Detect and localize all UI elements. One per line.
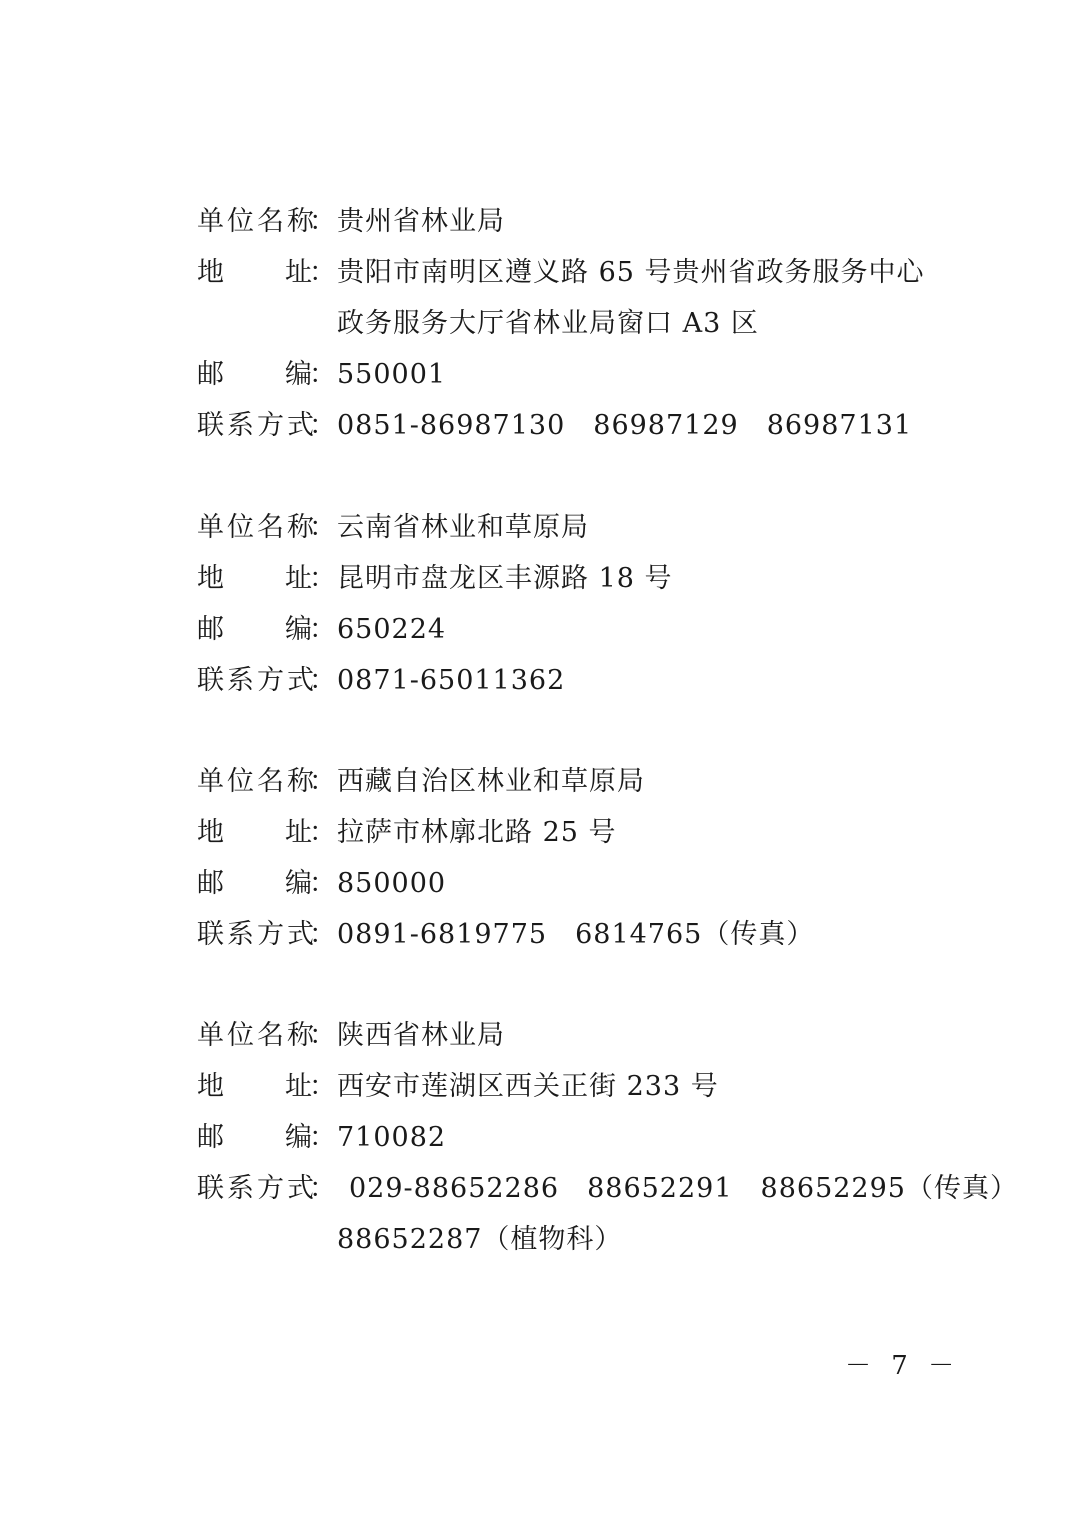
unit-name-value: 贵州省林业局 — [337, 206, 505, 237]
address-label: 地 址 — [197, 1071, 313, 1102]
zip-value: 550001 — [337, 359, 447, 390]
zip-value: 710082 — [337, 1122, 447, 1153]
phone-number: 0871-65011362 — [337, 665, 566, 696]
address-value: 西安市莲湖区西关正街 233 号 — [337, 1071, 719, 1102]
address-continuation: 政务服务大厅省林业局窗口 A3 区 — [337, 308, 759, 339]
colon: ： — [309, 563, 337, 594]
address-label: 地 址 — [197, 563, 313, 594]
colon: ： — [309, 512, 337, 543]
address-row — [197, 247, 997, 298]
phone-number: 86987129 — [593, 410, 739, 441]
address-label: 地 址 — [197, 817, 313, 848]
contact-entry-tibet — [197, 756, 997, 960]
zip-value: 650224 — [337, 614, 447, 645]
contact-row — [197, 909, 997, 960]
colon: ： — [309, 817, 337, 848]
zip-label: 邮 编 — [197, 359, 313, 390]
unit-name-row — [197, 196, 997, 247]
phone-number: 88652291 — [587, 1173, 733, 1204]
zip-value: 850000 — [337, 868, 447, 899]
unit-name-row — [197, 502, 997, 553]
phone-continuation: 88652287（植物科） — [337, 1224, 623, 1255]
unit-name-label: 单位名称 — [197, 766, 317, 797]
colon: ： — [309, 665, 337, 696]
contact-label: 联系方式 — [197, 665, 317, 696]
address-row — [197, 807, 997, 858]
colon: ： — [309, 1122, 337, 1153]
contact-label: 联系方式 — [197, 410, 317, 441]
address-label: 地 址 — [197, 257, 313, 288]
address-value: 贵阳市南明区遵义路 65 号贵州省政务服务中心 — [337, 257, 925, 288]
zip-row — [197, 858, 997, 909]
zip-row — [197, 1112, 997, 1163]
zip-label: 邮 编 — [197, 868, 313, 899]
unit-name-value: 陕西省林业局 — [337, 1020, 505, 1051]
zip-label: 邮 编 — [197, 614, 313, 645]
colon: ： — [309, 257, 337, 288]
phone-list — [349, 1163, 1046, 1214]
page-number: － 7 － — [845, 1351, 961, 1381]
address-row — [197, 553, 997, 604]
contact-entry-yunnan — [197, 502, 997, 706]
fax-number: 6814765（传真） — [575, 919, 815, 950]
unit-name-label: 单位名称 — [197, 512, 317, 543]
address-row — [197, 1061, 997, 1112]
colon: ： — [309, 1071, 337, 1102]
contact-row — [197, 655, 997, 706]
colon: ： — [309, 410, 337, 441]
phone-number: 86987131 — [766, 410, 913, 441]
colon: ： — [309, 919, 337, 950]
colon: ： — [309, 206, 337, 237]
colon: ： — [309, 766, 337, 797]
contact-label: 联系方式 — [197, 919, 317, 950]
colon: ： — [309, 868, 337, 899]
address-value: 拉萨市林廓北路 25 号 — [337, 817, 617, 848]
phone-number: 029-88652286 — [349, 1173, 560, 1204]
zip-row — [197, 604, 997, 655]
colon: ： — [309, 359, 337, 390]
unit-name-value: 西藏自治区林业和草原局 — [337, 766, 645, 797]
contact-entry-shaanxi — [197, 1010, 1018, 1265]
unit-name-label: 单位名称 — [197, 1020, 317, 1051]
contact-entry-guizhou — [197, 196, 997, 451]
phone-list — [337, 655, 593, 706]
fax-number: 88652295（传真） — [760, 1173, 1018, 1204]
unit-name-row — [197, 756, 997, 807]
zip-label: 邮 编 — [197, 1122, 313, 1153]
colon: ： — [309, 1173, 337, 1204]
contact-label: 联系方式 — [197, 1173, 317, 1204]
unit-name-value: 云南省林业和草原局 — [337, 512, 589, 543]
address-value: 昆明市盘龙区丰源路 18 号 — [337, 563, 673, 594]
colon: ： — [309, 1020, 337, 1051]
colon: ： — [309, 614, 337, 645]
unit-name-row — [197, 1010, 997, 1061]
unit-name-label: 单位名称 — [197, 206, 317, 237]
phone-list — [337, 909, 842, 960]
phone-number: 0891-6819775 — [337, 919, 548, 950]
zip-row — [197, 349, 997, 400]
phone-number: 0851-86987130 — [337, 410, 566, 441]
contact-row — [197, 1163, 1018, 1214]
contact-row — [197, 400, 997, 451]
phone-list — [337, 400, 940, 451]
